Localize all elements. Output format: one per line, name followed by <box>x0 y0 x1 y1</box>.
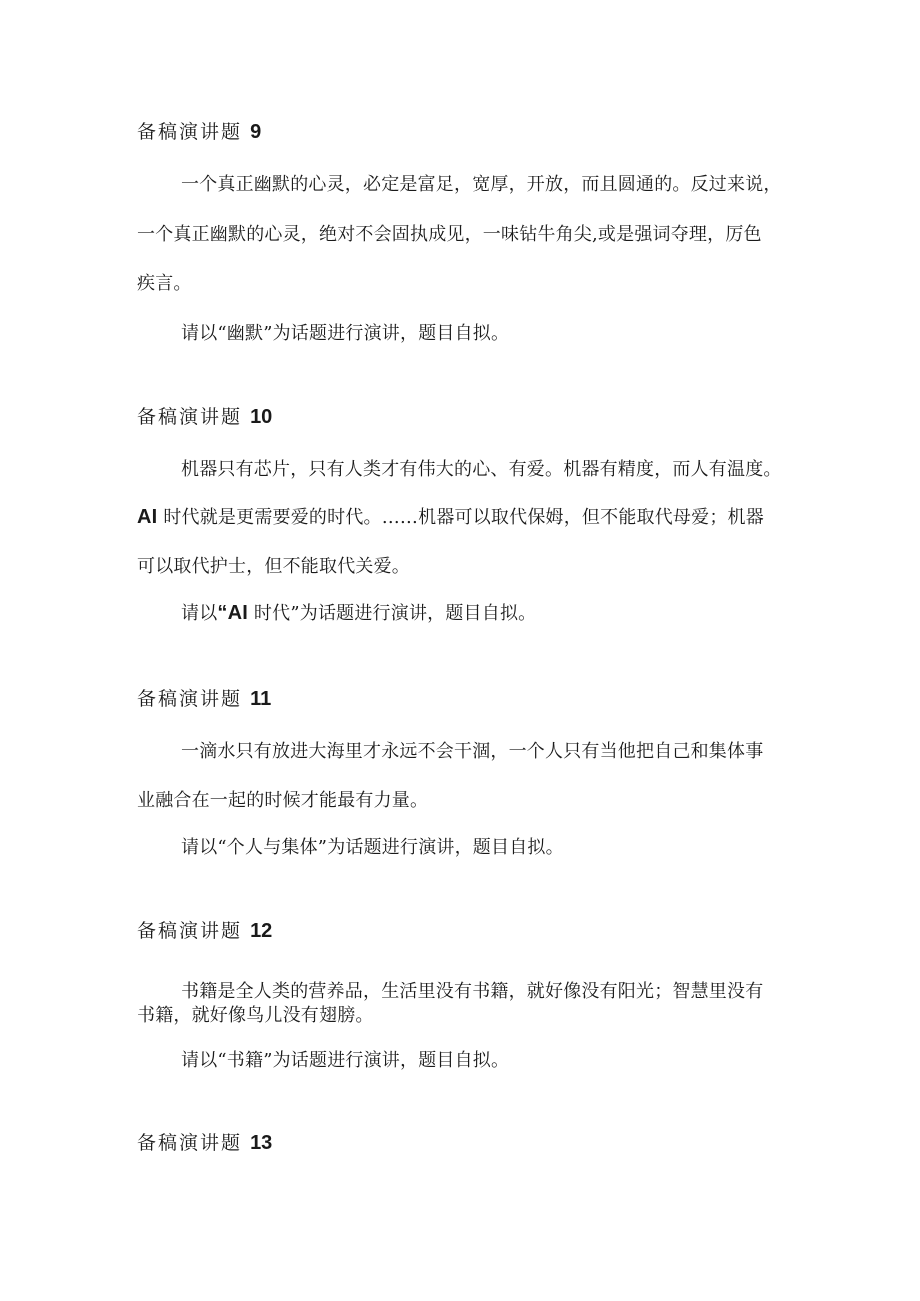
body-bold: AI <box>137 506 158 528</box>
topic-heading <box>137 1128 272 1155</box>
heading-text: 备稿演讲题 <box>137 406 243 428</box>
heading-text: 备稿演讲题 <box>137 121 243 143</box>
heading-text: 备稿演讲题 <box>137 688 243 710</box>
topic-heading <box>137 402 272 429</box>
topic-prompt <box>181 599 536 625</box>
body-rest: 时代就是更需要爱的时代。……机器可以取代保姆，但不能取代母爱；机器 <box>157 507 764 528</box>
body-line <box>137 503 764 529</box>
topic-prompt: 请以“书籍”为话题进行演讲，题目自拟。 <box>181 1050 510 1071</box>
body-line: 业融合在一起的时候才能最有力量。 <box>137 790 429 811</box>
prompt-prefix: 请以 <box>181 603 218 624</box>
heading-text: 备稿演讲题 <box>137 1132 243 1154</box>
heading-number: 10 <box>250 406 273 428</box>
heading-text: 备稿演讲题 <box>137 920 243 942</box>
prompt-bold: “AI <box>217 602 249 624</box>
topic-heading <box>137 684 271 711</box>
heading-number: 11 <box>250 688 272 710</box>
heading-number: 12 <box>250 920 273 942</box>
body-line: 机器只有芯片，只有人类才有伟大的心、有爱。机器有精度，而人有温度。 <box>181 459 782 480</box>
topic-heading <box>137 117 261 144</box>
body-line: 一滴水只有放进大海里才永远不会干涸，一个人只有当他把自己和集体事 <box>181 741 764 762</box>
prompt-rest: 时代”为话题进行演讲，题目自拟。 <box>248 603 537 624</box>
body-line: 一个真正幽默的心灵，绝对不会固执成见，一味钻牛角尖,或是强词夺理，厉色 <box>137 224 762 245</box>
heading-number: 9 <box>250 121 262 143</box>
body-line: 书籍，就好像鸟儿没有翅膀。 <box>137 1005 374 1026</box>
body-line: 疾言。 <box>137 273 192 294</box>
body-line: 可以取代护士，但不能取代关爱。 <box>137 556 410 577</box>
heading-number: 13 <box>250 1132 273 1154</box>
body-line: 书籍是全人类的营养品，生活里没有书籍，就好像没有阳光；智慧里没有 <box>181 981 764 1002</box>
topic-prompt: 请以“幽默”为话题进行演讲，题目自拟。 <box>181 323 510 344</box>
topic-prompt: 请以“个人与集体”为话题进行演讲，题目自拟。 <box>181 837 564 858</box>
body-line: 一个真正幽默的心灵，必定是富足，宽厚，开放，而且圆通的。反过来说， <box>181 174 782 195</box>
topic-heading <box>137 916 272 943</box>
